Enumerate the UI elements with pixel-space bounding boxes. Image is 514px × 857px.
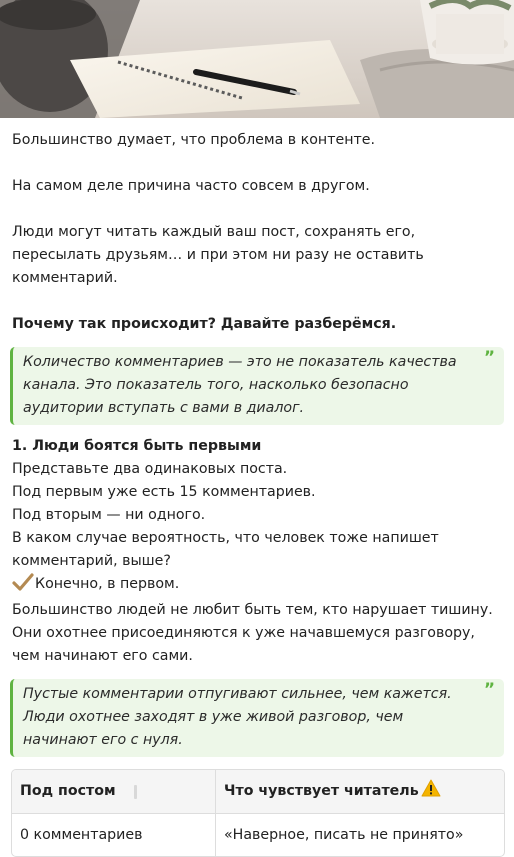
check-line bbox=[12, 573, 504, 599]
section-title: 1. Люди боятся быть первыми bbox=[12, 438, 262, 454]
post-line: Представьте два одинаковых поста. bbox=[12, 461, 288, 477]
post-paragraph: Большинство людей не любит быть тем, кто нарушает тишину. Они охотнее присоединяются к уже начавшемуся разговору, чем начинают его сами. bbox=[12, 602, 493, 664]
table-header-cell bbox=[216, 770, 504, 813]
post-paragraph: Люди могут читать каждый ваш пост, сохранять его, пересылать друзьям… и при этом ни разу не оставить комментарий. bbox=[12, 224, 424, 286]
table-header-cell bbox=[12, 770, 216, 813]
post-line: В каком случае вероятность, что человек тоже напишет комментарий, выше? bbox=[12, 530, 439, 569]
quote-mark-icon: ” bbox=[483, 348, 495, 368]
column-header-under-post: Под постом bbox=[20, 783, 116, 799]
quote-text: Количество комментариев — это не показатель качества канала. Это показатель того, насколько безопасно аудитории вступать с вами в диалог. bbox=[23, 354, 457, 416]
blockquote-1 bbox=[10, 347, 504, 425]
table-row bbox=[12, 813, 504, 856]
table-cell: «Наверное, писать не принято» bbox=[224, 826, 464, 843]
post-paragraph: Большинство думает, что проблема в контенте. bbox=[12, 132, 375, 148]
column-header-reader-feeling: Что чувствует читатель bbox=[224, 783, 419, 799]
post-subheading: Почему так происходит? Давайте разберёмся. bbox=[12, 316, 397, 332]
post-line: Под первым уже есть 15 комментариев. bbox=[12, 484, 316, 500]
table-cell: 0 комментариев bbox=[12, 814, 216, 856]
column-resize-handle[interactable] bbox=[134, 785, 137, 799]
table-header-row bbox=[12, 770, 504, 813]
post-paragraph: На самом деле причина часто совсем в другом. bbox=[12, 178, 370, 194]
warning-icon bbox=[421, 779, 441, 805]
comparison-table bbox=[11, 769, 505, 857]
blockquote-2 bbox=[10, 679, 504, 757]
post-line: Под вторым — ни одного. bbox=[12, 507, 206, 523]
post-photo bbox=[0, 0, 514, 118]
post-body bbox=[12, 129, 504, 857]
check-mark-icon bbox=[12, 573, 34, 599]
check-line-text: Конечно, в первом. bbox=[35, 576, 180, 592]
quote-mark-icon: ” bbox=[483, 680, 495, 700]
quote-text: Пустые комментарии отпугивают сильнее, чем кажется. Люди охотнее заходят в уже живой разговор, чем начинают его с нуля. bbox=[23, 686, 452, 748]
desk-photo-illustration bbox=[0, 0, 514, 118]
